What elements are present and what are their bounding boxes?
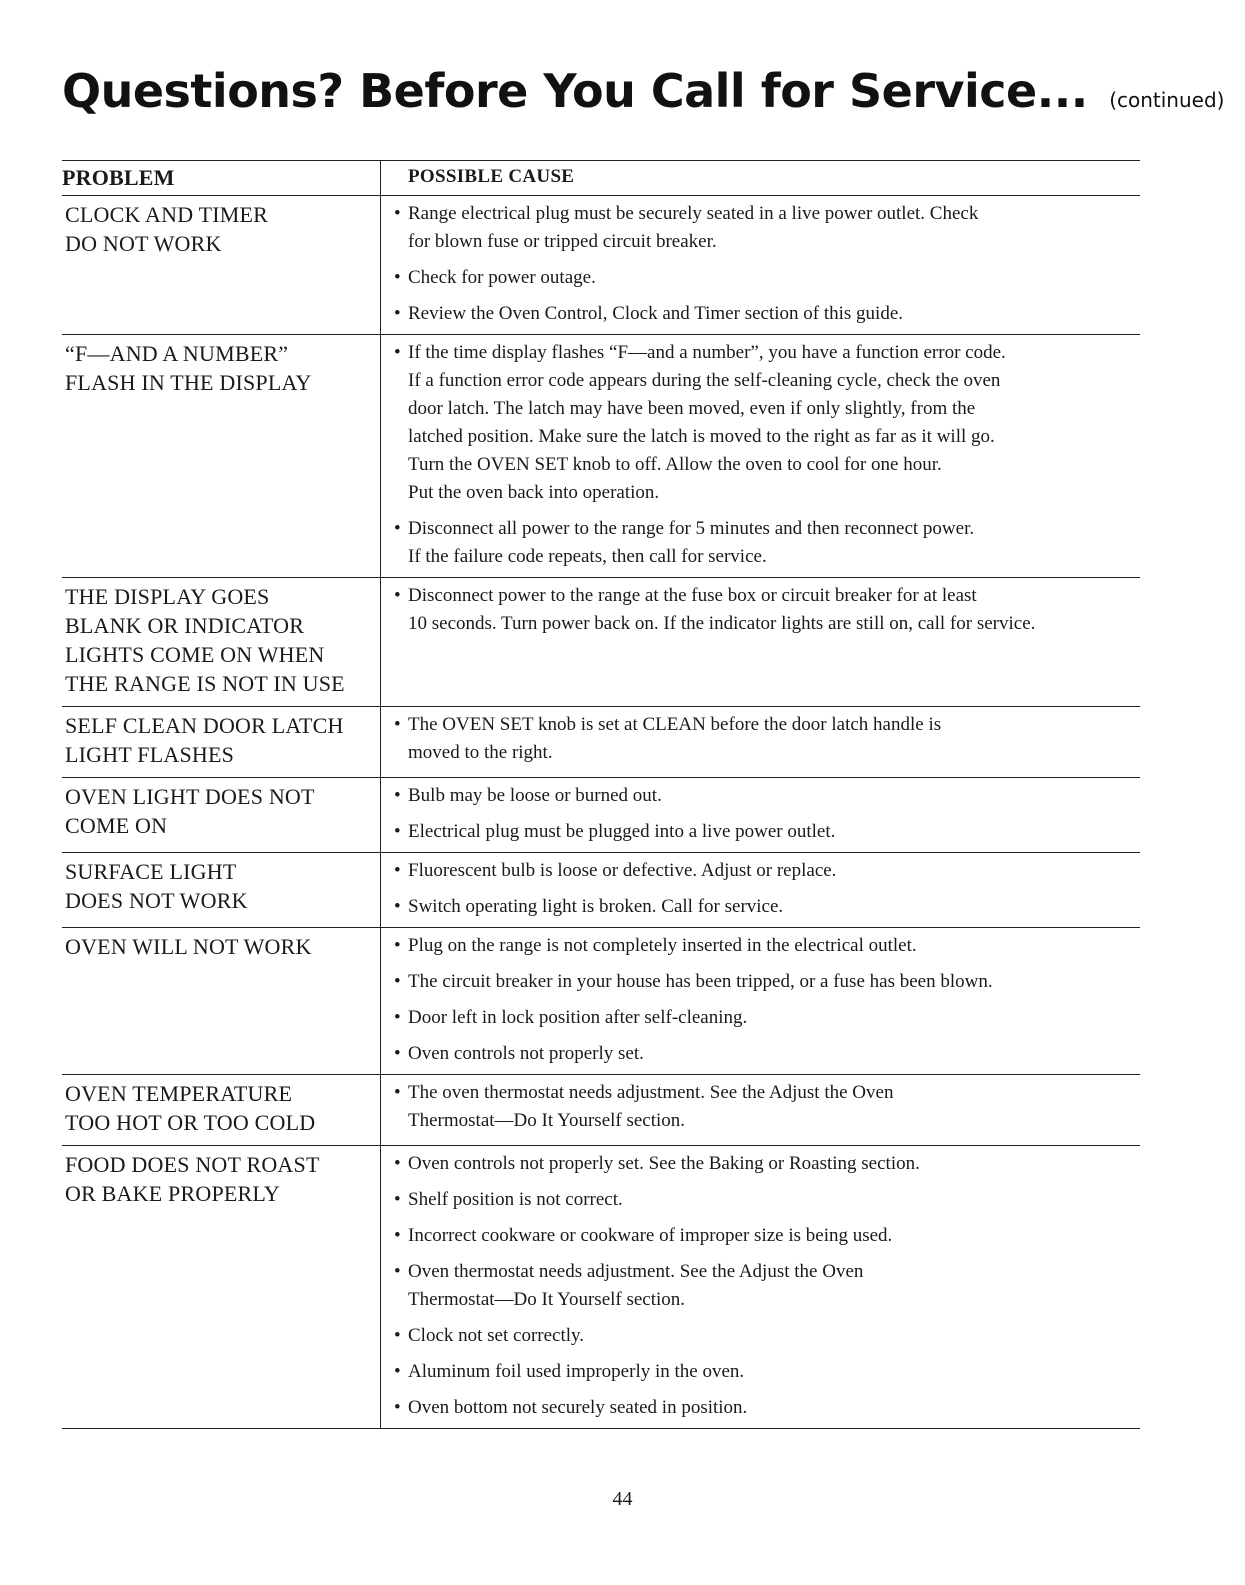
- cause-cell: [380, 778, 1140, 852]
- cause-bullet: [392, 1222, 1140, 1250]
- cause-text: • Door left in lock position after self-cleaning.: [408, 1007, 748, 1028]
- problem-cell: [62, 928, 380, 1074]
- cause-text: • Bulb may be loose or burned out.: [408, 785, 662, 806]
- cause-bullet: [392, 893, 1140, 921]
- cause-text: • Oven controls not properly set. See the Baking or Roasting section.: [408, 1153, 920, 1174]
- cause-text: for blown fuse or tripped circuit breaker.: [408, 231, 717, 252]
- cause-bullet: [392, 1322, 1140, 1350]
- cause-cell: [380, 335, 1140, 577]
- cause-text: • Shelf position is not correct.: [408, 1189, 623, 1210]
- problem-text: COME ON: [65, 813, 168, 838]
- cause-text: • Plug on the range is not completely inserted in the electrical outlet.: [408, 935, 917, 956]
- table-row: [62, 853, 1140, 928]
- problem-text: FOOD DOES NOT ROAST: [65, 1152, 320, 1177]
- cause-bullet: [392, 1040, 1140, 1068]
- cause-bullet: [392, 782, 1140, 810]
- cause-bullet: [392, 932, 1140, 960]
- cause-bullet: [392, 264, 1140, 292]
- page-number: 44: [612, 1488, 633, 1510]
- problem-text: LIGHTS COME ON WHEN: [65, 642, 325, 667]
- cause-text: door latch. The latch may have been moved, even if only slightly, from the: [408, 398, 976, 419]
- cause-cell: [380, 1075, 1140, 1145]
- cause-bullet: [392, 818, 1140, 846]
- cause-text: • Switch operating light is broken. Call for service.: [408, 896, 784, 917]
- problem-text: “F—AND A NUMBER”: [65, 341, 289, 366]
- problem-text: DOES NOT WORK: [65, 888, 248, 913]
- cause-text: Thermostat—Do It Yourself section.: [408, 1289, 686, 1310]
- problem-text: FLASH IN THE DISPLAY: [65, 370, 312, 395]
- cause-text: • Incorrect cookware or cookware of improper size is being used.: [408, 1225, 893, 1246]
- cause-text: • Review the Oven Control, Clock and Timer section of this guide.: [408, 303, 904, 324]
- table-row: [62, 928, 1140, 1075]
- cause-text: • The circuit breaker in your house has been tripped, or a fuse has been blown.: [408, 971, 993, 992]
- cause-text: • The OVEN SET knob is set at CLEAN before the door latch handle is: [408, 714, 942, 735]
- cause-text: • Clock not set correctly.: [408, 1325, 585, 1346]
- cause-bullet: [392, 200, 1140, 256]
- cause-text: • The oven thermostat needs adjustment. See the Adjust the Oven: [408, 1082, 894, 1103]
- table-header: [62, 161, 1140, 196]
- table-body: [62, 196, 1140, 1429]
- problem-text: LIGHT FLASHES: [65, 742, 235, 767]
- cause-text: • Fluorescent bulb is loose or defective. Adjust or replace.: [408, 860, 837, 881]
- cause-bullet: [392, 1150, 1140, 1178]
- problem-cell: [62, 1075, 380, 1145]
- cause-column-header: POSSIBLE CAUSE: [408, 166, 575, 187]
- cause-bullet: [392, 1079, 1140, 1135]
- cause-bullet: [392, 1258, 1140, 1314]
- problem-text: OVEN WILL NOT WORK: [65, 934, 312, 959]
- problem-text: DO NOT WORK: [65, 231, 222, 256]
- cause-text: Turn the OVEN SET knob to off. Allow the oven to cool for one hour.: [408, 454, 942, 475]
- cause-text: • Oven controls not properly set.: [408, 1043, 644, 1064]
- cause-text: latched position. Make sure the latch is moved to the right as far as it will go.: [408, 426, 995, 447]
- cause-text: • If the time display flashes “F—and a number”, you have a function error code.: [408, 342, 1006, 363]
- problem-cell: [62, 778, 380, 852]
- cause-cell: [380, 707, 1140, 777]
- cause-cell: [380, 578, 1140, 706]
- cause-bullet: [392, 339, 1140, 507]
- cause-cell: [380, 928, 1140, 1074]
- problem-cell: [62, 196, 380, 334]
- problem-text: OVEN LIGHT DOES NOT: [65, 784, 315, 809]
- cause-cell: [380, 853, 1140, 927]
- cause-cell: [380, 1146, 1140, 1428]
- problem-text: SELF CLEAN DOOR LATCH: [65, 713, 344, 738]
- table-row: [62, 778, 1140, 853]
- cause-text: Thermostat—Do It Yourself section.: [408, 1110, 686, 1131]
- problem-cell: [62, 578, 380, 706]
- cause-bullet: [392, 968, 1140, 996]
- cause-bullet: [392, 300, 1140, 328]
- problem-text: BLANK OR INDICATOR: [65, 613, 305, 638]
- problem-cell: [62, 853, 380, 927]
- cause-bullet: [392, 711, 1140, 767]
- problem-text: TOO HOT OR TOO COLD: [65, 1110, 316, 1135]
- cause-bullet: [392, 1358, 1140, 1386]
- table-row: [62, 1146, 1140, 1429]
- cause-text: • Electrical plug must be plugged into a live power outlet.: [408, 821, 836, 842]
- cause-bullet: [392, 1394, 1140, 1422]
- cause-text: Put the oven back into operation.: [408, 482, 660, 503]
- problem-cell: [62, 335, 380, 577]
- table-row: [62, 1075, 1140, 1146]
- problem-text: THE DISPLAY GOES: [65, 584, 270, 609]
- title-text: Questions? Before You Call for Service...: [62, 64, 1088, 118]
- problem-text: SURFACE LIGHT: [65, 859, 237, 884]
- cause-cell: [380, 196, 1140, 334]
- column-divider: [380, 161, 381, 1429]
- cause-text: • Disconnect all power to the range for 5 minutes and then reconnect power.: [408, 518, 975, 539]
- troubleshooting-table: [62, 160, 1140, 1429]
- cause-bullet: [392, 515, 1140, 571]
- problem-cell: [62, 707, 380, 777]
- cause-bullet: [392, 857, 1140, 885]
- table-row: [62, 196, 1140, 335]
- cause-text: If a function error code appears during the self-cleaning cycle, check the oven: [408, 370, 1001, 391]
- table-row: [62, 707, 1140, 778]
- cause-text: • Range electrical plug must be securely seated in a live power outlet. Check: [408, 203, 979, 224]
- page-title: [62, 64, 1224, 118]
- cause-bullet: [392, 582, 1140, 638]
- table-row: [62, 335, 1140, 578]
- cause-bullet: [392, 1186, 1140, 1214]
- problem-text: OVEN TEMPERATURE: [65, 1081, 293, 1106]
- problem-text: OR BAKE PROPERLY: [65, 1181, 280, 1206]
- cause-text: • Aluminum foil used improperly in the oven.: [408, 1361, 745, 1382]
- problem-text: CLOCK AND TIMER: [65, 202, 269, 227]
- cause-text: moved to the right.: [408, 742, 553, 763]
- problem-column-header: PROBLEM: [62, 165, 175, 190]
- cause-bullet: [392, 1004, 1140, 1032]
- table-row: [62, 578, 1140, 707]
- cause-text: • Oven bottom not securely seated in position.: [408, 1397, 748, 1418]
- problem-cell: [62, 1146, 380, 1428]
- problem-text: THE RANGE IS NOT IN USE: [65, 671, 345, 696]
- cause-text: • Oven thermostat needs adjustment. See the Adjust the Oven: [408, 1261, 864, 1282]
- cause-text: 10 seconds. Turn power back on. If the indicator lights are still on, call for service.: [408, 613, 1036, 634]
- cause-text: • Check for power outage.: [408, 267, 596, 288]
- cause-text: • Disconnect power to the range at the fuse box or circuit breaker for at least: [408, 585, 977, 606]
- continued-label: (continued): [1109, 88, 1225, 112]
- cause-text: If the failure code repeats, then call for service.: [408, 546, 767, 567]
